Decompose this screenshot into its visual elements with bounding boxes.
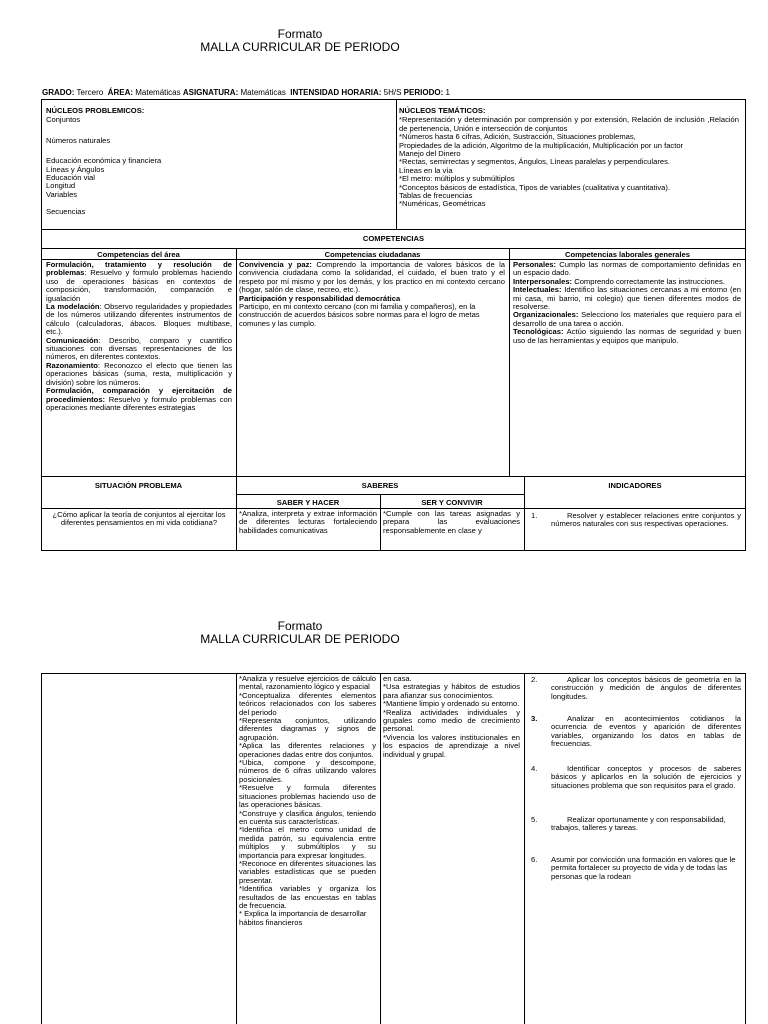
saber-hacer-item: * Explica la importancia de desarrollar hábitos financieros [239,909,367,927]
periodo-label: PERIODO: [403,88,444,97]
saber-hacer-item: *Conceptualiza diferentes elementos teóricos relacionados con los saberes del periodo [239,690,376,717]
comp-area-p2-text: : Observo regularidades y propiedades de los números utilizando diferentes instrumentos de cálculo (calculadoras, ábacos. Bloques multibase, etc.). [46,302,232,337]
nt-item: Tablas de frecuencias [399,191,473,201]
saber-hacer-item: *Construye y clasifica ángulos, teniendo en cuenta sus características. [239,808,376,826]
comp-lab-p4-text: Selecciono los materiales que requiero para el desarrollo de una tarea o acción. [513,310,741,328]
indicador-1 [531,512,741,529]
comp-lab-p3-text: Identifico las situaciones cercanas a mi entorno (en mi casa, mi barrio, mi colegio) que tienen diferentes modos de resolverse. [513,285,741,312]
competencias-heading: COMPETENCIAS [362,234,425,243]
indicador-3 [531,715,741,749]
saber-hacer-item: *Identifica el metro como unidad de medida patrón, su equivalencia entre múltiplos y submúltiplos y su importancia para expresar longitudes. [239,825,376,860]
nt-item: Manejo del Dinero [399,149,461,159]
comp-area-body [46,261,232,412]
comp-area-p3-text: : Describo, comparo y cuantifico situaciones con diversas representaciones de los números, en diferentes contextos. [46,335,232,362]
np-item: Educación económica y financiera [46,156,162,166]
saber-hacer-text: *Analiza, interpreta y extrae información de diferentes lecturas fortaleciendo habilidades comunicativas [239,510,377,535]
comp-ciudadanas-heading: Competencias ciudadanas [324,250,421,259]
indicador-5-text: Realizar oportunamente y con responsabilidad, trabajos, talleres y tareas. [551,815,726,833]
grado-value: Tercero [76,88,104,97]
comp-area-p3-title: Comunicación [46,335,99,345]
comp-area-p5-title: Formulación, comparación y ejercitación de procedimientos: [46,386,232,404]
comp-area-p4-title: Razonamiento [46,360,98,370]
comp-laborales-heading: Competencias laborales generales [565,250,690,259]
ser-convivir-item: *Usa estrategias y hábitos de estudios para afianzar sus conocimientos. [383,682,520,700]
saber-hacer-item: *Aplica las diferentes relaciones y operaciones dadas entre dos conjuntos. [239,741,376,759]
page2-ser-convivir-list [383,675,520,759]
area-value: Matemáticas [135,88,181,97]
indicador-5-number: 5. [531,815,538,824]
comp-area-p5-text: Resuelvo y formulo problemas con operaciones mediante diferentes estrategias [46,394,232,412]
periodo-value: 1 [445,88,450,97]
saber-hacer-heading: SABER Y HACER [276,498,340,507]
page2-title-line2: MALLA CURRICULAR DE PERIODO [200,632,400,646]
indicador-2-number: 2. [531,675,538,684]
comp-area-heading: Competencias del área [97,250,180,259]
comp-area-p1-title: Formulación, tratamiento y resolución de problemas [46,260,232,278]
ser-convivir-heading: SER Y CONVIVIR [421,498,483,507]
situacion-problema-text: ¿Cómo aplicar la teoría de conjuntos al ejercitar los diferentes pensamientos en mi vida cotidiana? [52,510,226,528]
ser-convivir-item: en casa. [383,674,412,683]
page1-title-line2: MALLA CURRICULAR DE PERIODO [200,40,400,54]
comp-lab-p4-title: Organizacionales: [513,310,579,320]
np-item: Longitud [46,181,76,191]
intensidad-value: 5H/S [383,88,402,97]
nt-item: *El metro: múltiplos y submúltiplos [399,174,515,184]
asignatura-value: Matemáticas [240,88,286,97]
saber-hacer-item: *Ubica, compone y descompone, números de 6 cifras utilizando valores posicionales. [239,758,376,784]
comp-area-p2-title: La modelación [46,302,100,312]
np-item: Conjuntos [46,115,81,125]
ser-convivir-text: *Cumple con las tareas asignadas y prepara las evaluaciones responsablemente en clase y [383,510,520,535]
comp-ciud-p2-title: Participación y responsabilidad democrática [239,293,401,303]
np-item: Líneas y Ángulos [46,164,105,174]
ser-convivir-item: *Realiza actividades individuales y grupales como medio de crecimiento personal. [383,707,520,734]
comp-area-p4-text: : Reconozco el efecto que tienen las operaciones básicas (suma, resta, multiplicación y división) sobre los números. [46,360,232,387]
intensidad-label: INTENSIDAD HORARIA: [290,88,382,97]
comp-lab-p5-title: Tecnológicas: [513,327,564,337]
comp-ciud-p2-text: Participo, en mi contexto cercano (con mi familia y compañeros), en la construcción de acuerdos básicos sobre normas para el logro de metas comunes y las cumplo. [239,302,480,328]
situacion-heading: SITUACIÓN PROBLEMA [94,481,183,490]
nt-item: *Numéricas, Geométricas [399,199,486,209]
nt-text: *Representación y determinación por comprensión y por extensión, Relación de inclusión ,Relación de pertenencia, Unión e intersección de conjuntos [399,115,739,133]
nucleos-problemicos-heading: NÚCLEOS PROBLEMICOS: [46,106,145,115]
indicador-1-text: Resolver y establecer relaciones entre conjuntos y números naturales con sus respectivas operaciones. [551,511,741,529]
nt-item: Líneas en la vía [399,165,453,175]
comp-lab-p2-text: Comprendo correctamente las instrucciones. [572,276,725,286]
page2-title-line1: Formato [277,619,323,633]
course-header [42,88,450,98]
indicador-4 [531,765,741,790]
indicador-4-number: 4. [531,764,538,773]
saber-hacer-item: *Representa conjuntos, utilizando diferentes diagramas y signos de agrupación. [239,716,376,742]
page2-saber-hacer-list [239,675,376,927]
np-item: Secuencias [46,207,86,217]
comp-lab-p5-text: Actúo siguiendo las normas de seguridad y buen uso de las herramientas y equipos que manipulo. [513,327,741,345]
indicador-3-text: Analizar en acontecimientos cotidianos la ocurrencia de eventos y aparición de diferentes variables, organizando los datos en tablas de frecuencias. [551,714,741,749]
comp-ciud-p1-title: Convivencia y paz: [239,260,312,269]
indicador-2 [531,676,741,701]
nucleos-tematicos [399,107,739,209]
nt-item: *Rectas, semirrectas y segmentos, Ángulos, Líneas paralelas y perpendiculares. [399,157,670,167]
indicador-3-number: 3. [531,714,538,723]
comp-laborales-body [513,261,741,345]
nt-item: *Números hasta 6 cifras, Adición, Sustracción, Situaciones problemas, [399,132,636,142]
indicador-6 [531,856,741,881]
nucleos-problemicos [46,107,391,217]
nt-item: *Conceptos básicos de estadística, Tipos de variables (cualitativa y cuantitativa). [399,182,670,192]
comp-ciud-p1-text: Comprendo la importancia de valores básicos de la convivencia ciudadana como la solidaridad, el cuidado, el buen trato y el respeto por mí mismo y por los demás, y los practico en mi contexto cercano (hogar, salón de clase, recreo, etc.). [239,260,506,295]
area-label: ÁREA: [107,88,134,97]
indicador-5 [531,816,741,833]
comp-ciudadanas-body [239,261,505,328]
comp-lab-p2-title: Interpersonales: [513,276,573,286]
comp-lab-p3-title: Intelectuales: [513,285,562,295]
saber-hacer-item: *Analiza y resuelve ejercicios de cálculo mental, razonamiento lógico y espacial [239,674,376,692]
saber-hacer-item: *Reconoce en diferentes situaciones las variables estadísticas que se pueden presentar. [239,858,376,885]
np-item: Educación vial [46,173,95,183]
saberes-heading: SABERES [361,481,399,490]
comp-lab-p1-title: Personales: [513,260,557,269]
indicador-6-number: 6. [531,855,538,864]
indicador-6-text: Asumir por convicción una formación en valores que le permita fortalecer su proyecto de vida y de todas las personas que la rodean [551,855,736,881]
grado-label: GRADO: [42,88,75,97]
nt-item: Propiedades de la adición, Algoritmo de la multiplicación, Multiplicación por un factor [399,140,684,150]
np-item: Números naturales [46,135,111,145]
indicador-1-number: 1. [531,511,538,520]
indicador-4-text: Identificar conceptos y procesos de saberes básicos y aplicarlos en la solución de ejercicios y situaciones problema que son requisitos para el grado. [551,764,741,790]
comp-area-p1-text: : Resuelvo y formulo problemas haciendo uso de operaciones básicas en contextos de composición, transformación, comparación e igualación [46,268,232,303]
ser-convivir-item: *Vivencia los valores institucionales en los espacios de aprendizaje a nivel individual y grupal. [383,732,520,759]
indicador-2-text: Aplicar los conceptos básicos de geometría en la construcción y medición de ángulos de diferentes longitudes. [551,675,741,701]
ser-convivir-item: *Mantiene limpio y ordenado su entorno. [383,699,520,709]
saber-hacer-item: *Resuelve y formula diferentes situaciones problemas haciendo uso de las operaciones básicas. [239,783,376,810]
indicadores-heading: INDICADORES [608,481,662,490]
comp-lab-p1-text: Cumplo las normas de comportamiento definidas en un espacio dado. [513,260,741,278]
page1-title-line1: Formato [277,27,323,41]
nucleos-tematicos-heading: NÚCLEOS TEMÁTICOS: [399,106,486,115]
saber-hacer-item: *Identifica variables y organiza los resultados de las encuestas en tablas de frecuencia. [239,884,376,910]
asignatura-label: ASIGNATURA: [182,88,239,97]
np-item: Variables [46,189,78,199]
